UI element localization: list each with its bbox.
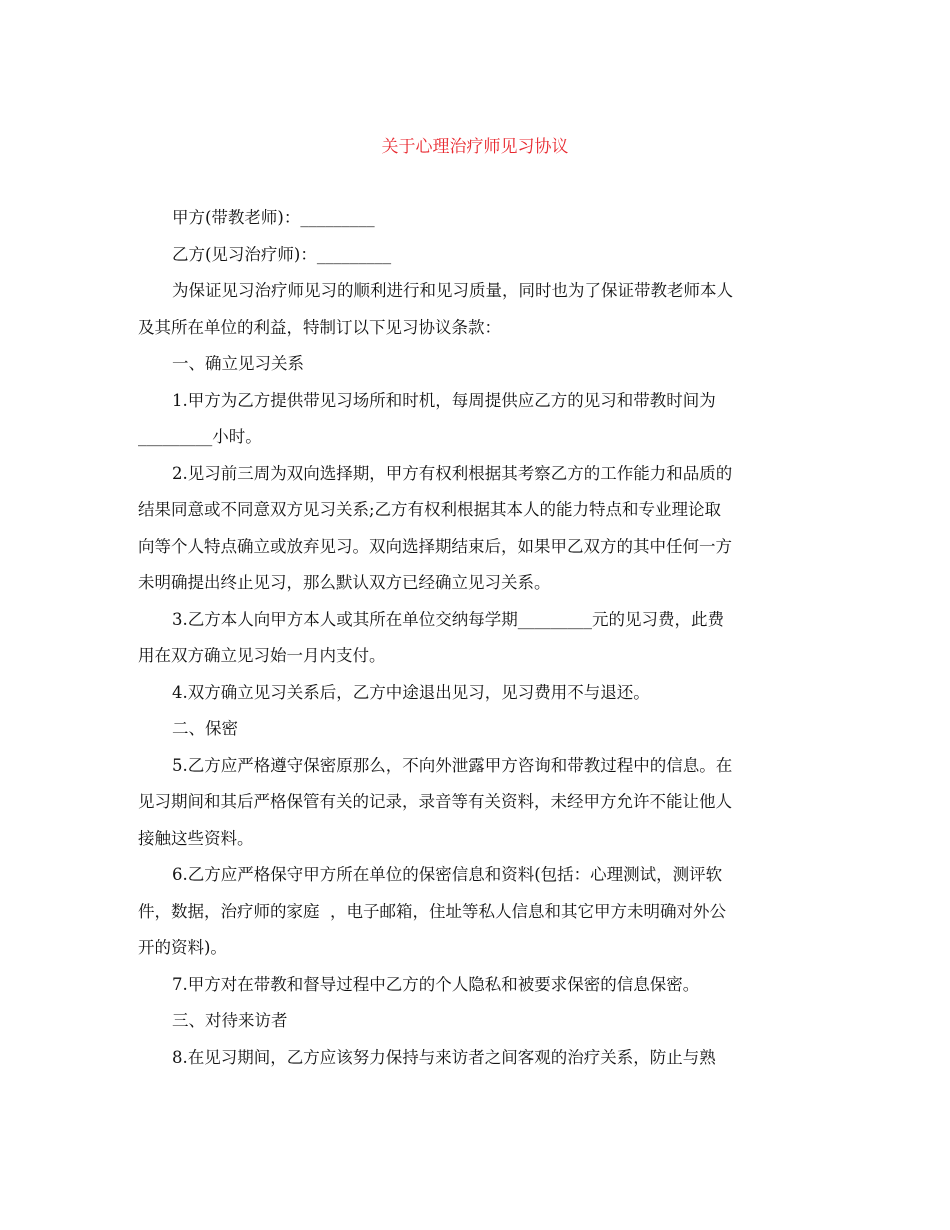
text-line: 见习期间和其后严格保管有关的记录，录音等有关资料，未经甲方允许不能让他人 [138, 792, 732, 811]
text-line: 乙方(见习治疗师)：_________ [172, 244, 392, 264]
text-line: 甲方(带教老师)：_________ [172, 208, 375, 227]
text-line: 结果同意或不同意双方见习关系;乙方有权利根据其本人的能力特点和专业理论取 [138, 500, 722, 519]
text-line: 2.见习前三周为双向选择期，甲方有权利根据其考察乙方的工作能力和品质的 [172, 463, 733, 483]
text-line: 未明确提出终止见习，那么默认双方已经确立见习关系。 [138, 573, 551, 592]
document-body [138, 200, 810, 1076]
text-line: 二、保密 [172, 719, 238, 738]
text-line: 8.在见习期间，乙方应该努力保持与来访者之间客观的治疗关系，防止与熟 [172, 1047, 716, 1067]
text-line: 一、确立见习关系 [172, 354, 304, 373]
text-line: 7.甲方对在带教和督导过程中乙方的个人隐私和被要求保密的信息保密。 [172, 974, 700, 994]
text-line: 接触这些资料。 [138, 828, 254, 848]
text-line: 三、对待来访者 [172, 1011, 288, 1030]
document-title: 关于心理治疗师见习协议 [381, 137, 569, 157]
text-line: 开的资料)。 [138, 938, 227, 957]
text-line: 件，数据，治疗师的家庭 ，电子邮箱，住址等私人信息和其它甲方未明确对外公 [138, 901, 726, 921]
text-line: 为保证见习治疗师见习的顺利进行和见习质量，同时也为了保证带教老师本人 [172, 281, 733, 300]
text-line: _________小时。 [138, 427, 262, 446]
text-line: 5.乙方应严格遵守保密原那么，不向外泄露甲方咨询和带教过程中的信息。在 [172, 755, 733, 775]
text-line: 向等个人特点确立或放弃见习。双向选择期结束后，如果甲乙双方的其中任何一方 [138, 536, 732, 556]
text-line: 用在双方确立见习始一月内支付。 [138, 646, 386, 665]
text-line: 6.乙方应严格保守甲方所在单位的保密信息和资料(包括：心理测试，测评软 [172, 865, 723, 884]
text-line: 及其所在单位的利益，特制订以下见习协议条款： [138, 317, 501, 337]
text-line: 3.乙方本人向甲方本人或其所在单位交纳每学期_________元的见习费，此费 [172, 609, 724, 629]
text-line: 1.甲方为乙方提供带见习场所和时机，每周提供应乙方的见习和带教时间为 [172, 390, 716, 410]
text-line: 4.双方确立见习关系后，乙方中途退出见习，见习费用不与退还。 [172, 682, 650, 702]
